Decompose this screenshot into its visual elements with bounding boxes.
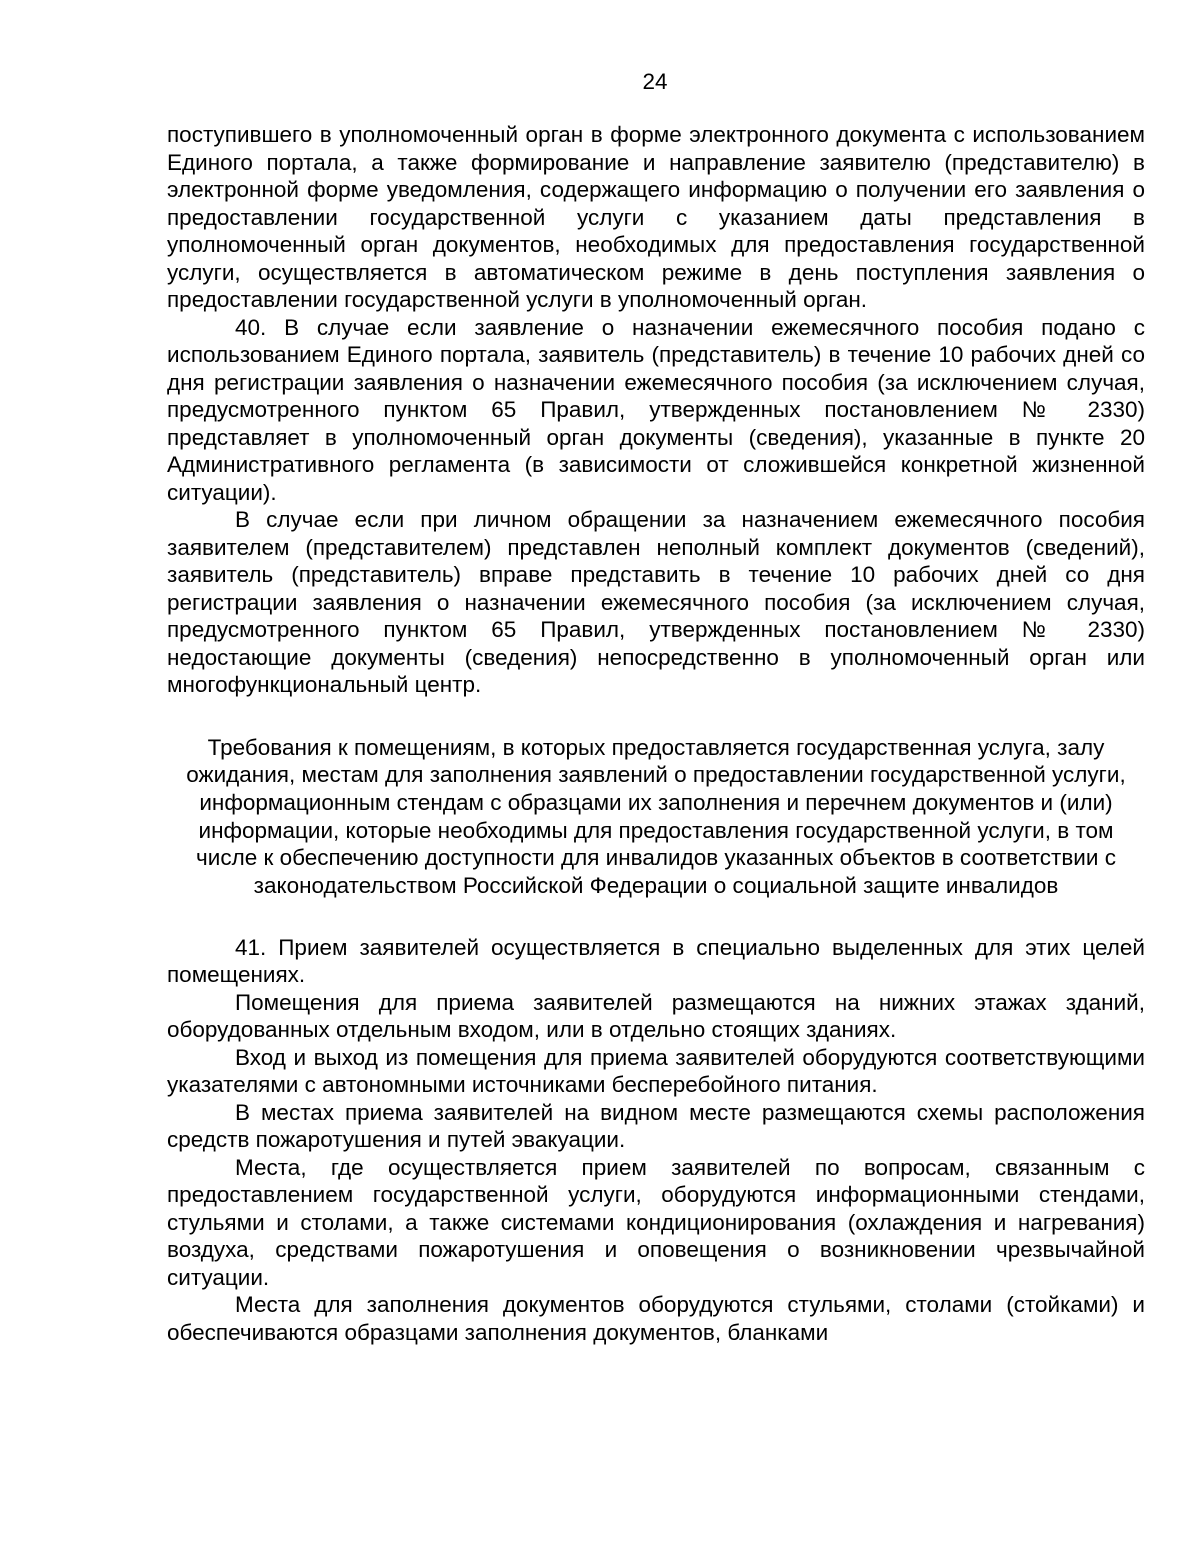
page-number: 24: [642, 69, 668, 94]
paragraph-40: 40. В случае если заявление о назначении ежемесячного пособия подано с использованием Единого портала, заявитель (представитель) в течение 10 рабочих дней со дня регистрации заявления о назначении ежемесячного пособия (за исключением случая, предусмотренного пунктом 65 Правил, утвержденных постановлением № 2330) представляет в уполномоченный орган документы (сведения), указанные в пункте 20 Административного регламента (в зависимости от сложившейся конкретной жизненной ситуации).: [167, 314, 1145, 505]
paragraph-41: 41. Прием заявителей осуществляется в специально выделенных для этих целей помещениях.: [167, 934, 1145, 988]
section-heading: Требования к помещениям, в которых предоставляется государственная услуга, залу ожидания, местам для заполнения заявлений о предоставлении государственной услуги, информационным стендам с образцами их заполнения и перечнем документов и (или) информации, которые необходимы для предоставления государственной услуги, в том числе к обеспечению доступности для инвалидов указанных объектов в соответствии с законодательством Российской Федерации о социальной защите инвалидов: [186, 734, 1126, 899]
paragraph-40-incomplete-documents: В случае если при личном обращении за назначением ежемесячного пособия заявителем (представителем) представлен неполный комплект документов (сведений), заявитель (представитель) вправе представить в течение 10 рабочих дней со дня регистрации заявления о назначении ежемесячного пособия (за исключением случая, предусмотренного пунктом 65 Правил, утвержденных постановлением № 2330) недостающие документы (сведения) непосредственно в уполномоченный орган или многофункциональный центр.: [167, 507, 1145, 697]
document-body: [167, 121, 1145, 1346]
paragraph-evacuation-schemes: В местах приема заявителей на видном месте размещаются схемы расположения средств пожаротушения и путей эвакуации.: [167, 1099, 1145, 1153]
paragraph-premises-location: Помещения для приема заявителей размещаются на нижних этажах зданий, оборудованных отдельным входом, или в отдельно стоящих зданиях.: [167, 989, 1145, 1043]
paragraph-entrance-signs: Вход и выход из помещения для приема заявителей оборудуются соответствующими указателями с автономными источниками бесперебойного питания.: [167, 1044, 1145, 1098]
paragraph-reception-equipment: Места, где осуществляется прием заявителей по вопросам, связанным с предоставлением государственной услуги, оборудуются информационными стендами, стульями и столами, а также системами кондиционирования (охлаждения и нагревания) воздуха, средствами пожаротушения и оповещения о возникновении чрезвычайной ситуации.: [167, 1154, 1145, 1290]
paragraph-filling-places: Места для заполнения документов оборудуются стульями, столами (стойками) и обеспечиваются образцами заполнения документов, бланками: [167, 1292, 1145, 1345]
paragraph-continuation: поступившего в уполномоченный орган в форме электронного документа с использованием Единого портала, а также формирование и направление заявителю (представителю) в электронной форме уведомления, содержащего информацию о получении его заявления о предоставлении государственной услуги с указанием даты представления в уполномоченный орган документов, необходимых для предоставления государственной услуги, осуществляется в автоматическом режиме в день поступления заявления о предоставлении государственной услуги в уполномоченный орган.: [167, 122, 1145, 312]
